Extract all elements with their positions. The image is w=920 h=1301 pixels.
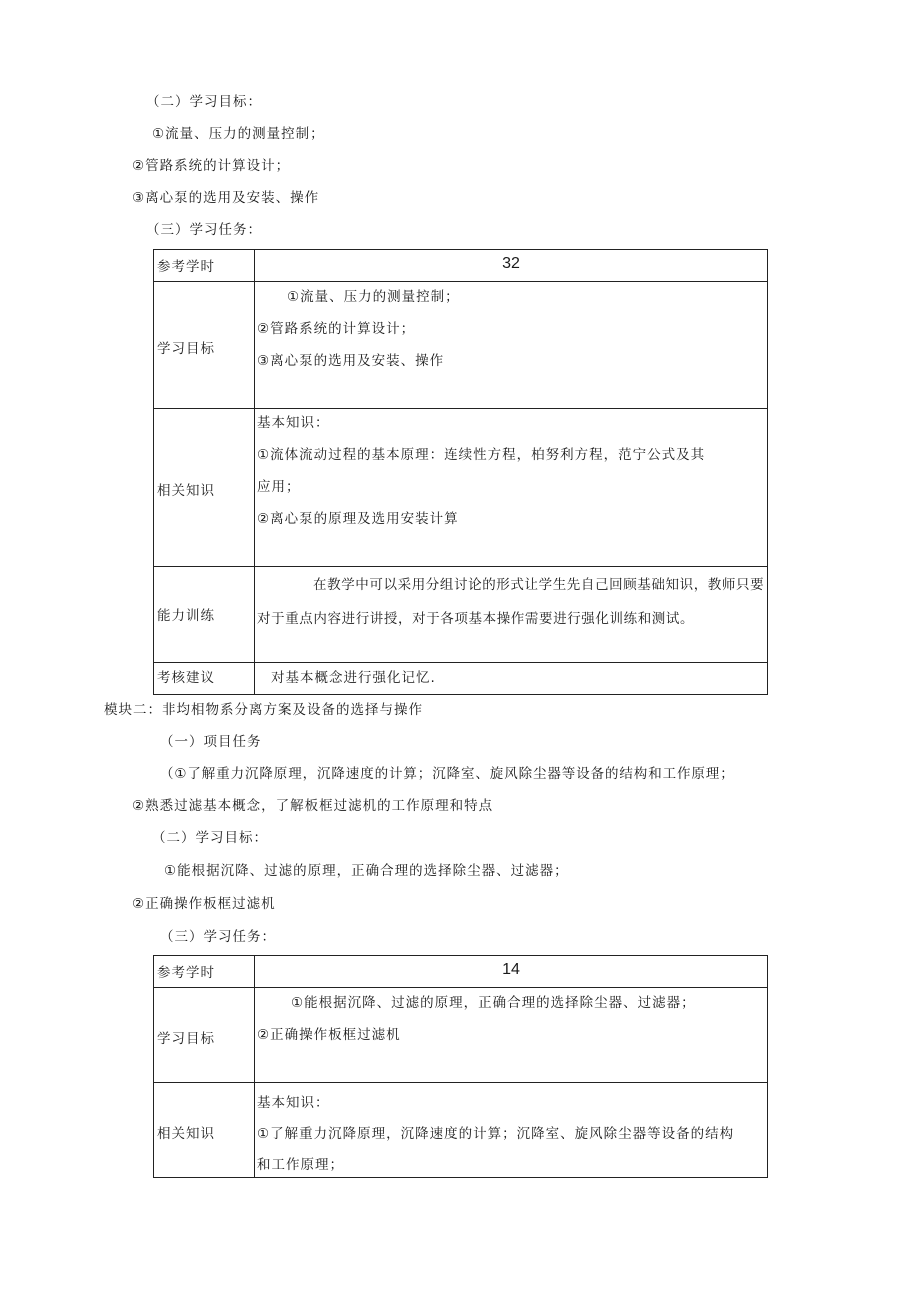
m1-knowledge-1a: ①流体流动过程的基本原理：连续性方程，柏努利方程，范宁公式及其	[257, 447, 706, 463]
m2-knowledge-1b: 和工作原理；	[257, 1157, 344, 1173]
m1-table-objective-1: ①流量、压力的测量控制；	[287, 289, 460, 305]
m1-objectives-label-text: 学习目标	[157, 341, 215, 357]
m2-knowledge-label-text: 相关知识	[157, 1126, 215, 1142]
m1-knowledge-cell	[255, 409, 768, 567]
m2-hours-label: 参考学时	[154, 956, 255, 988]
m2-hours-value: 14	[502, 961, 520, 978]
m2-tasks-heading: （三）学习任务：	[160, 929, 276, 945]
m2-project-1: （①了解重力沉降原理，沉降速度的计算；沉降室、旋风除尘器等设备的结构和工作原理；	[160, 766, 735, 782]
m2-table-objective-2: ②正确操作板框过滤机	[257, 1027, 401, 1043]
m1-objective-3: ③离心泵的选用及安装、操作	[132, 190, 320, 206]
m2-objectives-heading: （二）学习目标：	[152, 830, 268, 846]
m1-tasks-heading: （三）学习任务：	[146, 222, 262, 238]
m1-ability-label-text: 能力训练	[157, 608, 215, 624]
m1-objectives-cell	[255, 282, 768, 409]
m2-knowledge-label	[154, 1083, 255, 1178]
m1-ability-cell	[255, 567, 768, 663]
m1-objectives-label	[154, 282, 255, 409]
m1-hours-value: 32	[502, 255, 520, 272]
m2-objective-1: ①能根据沉降、过滤的原理，正确合理的选择除尘器、过滤器；	[164, 863, 569, 879]
m1-hours-cell	[255, 250, 768, 282]
m1-knowledge-2: ②离心泵的原理及选用安装计算	[257, 511, 459, 527]
m1-objective-1: ①流量、压力的测量控制；	[152, 126, 325, 142]
m1-knowledge-heading: 基本知识：	[257, 415, 330, 431]
m1-assessment-cell	[255, 663, 768, 695]
m1-assessment-text: 对基本概念进行强化记忆.	[271, 670, 436, 686]
m2-project-2: ②熟悉过滤基本概念，了解板框过滤机的工作原理和特点	[132, 798, 494, 814]
m1-assessment-label: 考核建议	[154, 663, 255, 695]
m1-ability-label	[154, 567, 255, 663]
m2-objectives-cell	[255, 988, 768, 1083]
m2-knowledge-heading: 基本知识：	[257, 1095, 330, 1111]
m2-project-heading: （一）项目任务	[160, 734, 262, 750]
m2-title: 模块二：非均相物系分离方案及设备的选择与操作	[104, 702, 423, 718]
m1-task-table	[153, 249, 768, 695]
m1-objective-2: ②管路系统的计算设计；	[132, 158, 291, 174]
m1-table-objective-3: ③离心泵的选用及安装、操作	[257, 353, 445, 369]
m1-objectives-heading: （二）学习目标：	[146, 94, 262, 110]
m2-knowledge-cell	[255, 1083, 768, 1178]
m1-knowledge-label	[154, 409, 255, 567]
m1-knowledge-1b: 应用；	[257, 479, 301, 495]
m1-table-objective-2: ②管路系统的计算设计；	[257, 321, 416, 337]
m2-objectives-label	[154, 988, 255, 1083]
m2-knowledge-1a: ①了解重力沉降原理，沉降速度的计算；沉降室、旋风除尘器等设备的结构	[257, 1126, 735, 1142]
m1-knowledge-label-text: 相关知识	[157, 483, 215, 499]
m2-task-table	[153, 955, 768, 1178]
m1-hours-label: 参考学时	[154, 250, 255, 282]
m2-hours-cell	[255, 956, 768, 988]
m1-ability-text: 在教学中可以采用分组讨论的形式让学生先自己回顾基础知识，教师只要对于重点内容进行讲授，对于各项基本操作需要进行强化训练和测试。	[257, 577, 765, 627]
m2-objective-2: ②正确操作板框过滤机	[132, 896, 276, 912]
m2-table-objective-1: ①能根据沉降、过滤的原理，正确合理的选择除尘器、过滤器；	[291, 995, 696, 1011]
m2-objectives-label-text: 学习目标	[157, 1031, 215, 1047]
